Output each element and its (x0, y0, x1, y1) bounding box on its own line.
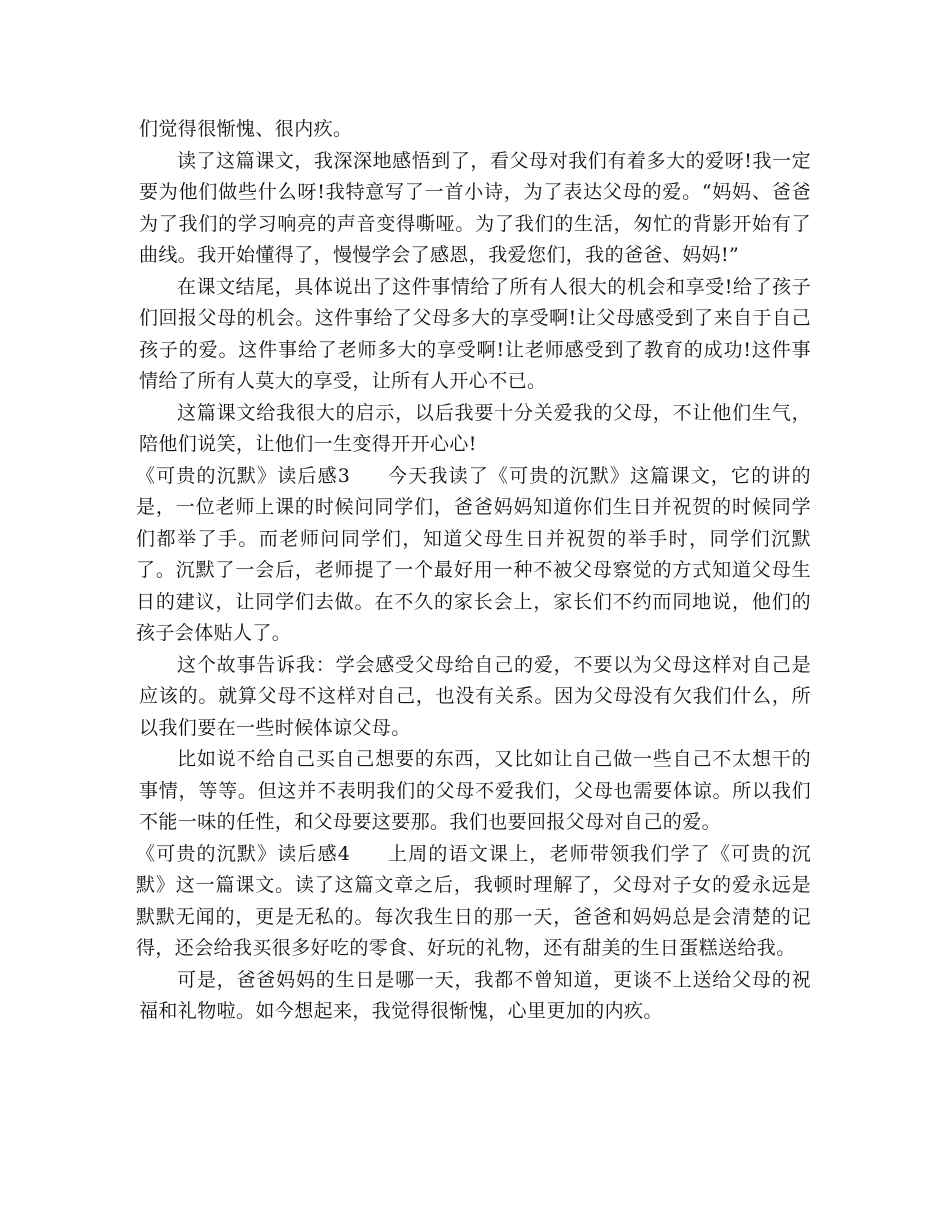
essay-3-title: 《可贵的沉默》读后感3 (136, 464, 351, 487)
paragraph: 这个故事告诉我：学会感受父母给自己的爱，不要以为父母这样对自己是应该的。就算父母不这样对自己，也没有关系。因为父母没有欠我们什么，所以我们要在一些时候体谅父母。 (139, 653, 811, 739)
essay-4-title: 《可贵的沉默》读后感4 (136, 842, 351, 865)
paragraph: 在课文结尾，具体说出了这件事情给了所有人很大的机会和享受!给了孩子们回报父母的机会。这件事给了父母多大的享受啊!让父母感受到了来自于自己孩子的爱。这件事给了老师多大的享受啊!让老师感受到了教育的成功!这件事情给了所有人莫大的享受，让所有人开心不已。 (139, 275, 811, 392)
paragraph: 们觉得很惭愧、很内疚。 (139, 118, 353, 140)
essay-3-opening-text: 今天我读了《可贵的沉默》这篇课文，它的讲的是，一位老师上课的时候问同学们，爸爸妈妈知道你们生日并祝贺的时候同学们都举了手。而老师问同学们，知道父母生日并祝贺的举手时，同学们沉默了。沉默了一会后，老师提了一个最好用一种不被父母察觉的方式知道父母生日的建议，让同学们去做。在不久的家长会上，家长们不约而同地说，他们的孩子会体贴人了。 (136, 464, 811, 644)
essay-4-opening-text: 上周的语文课上，老师带领我们学了《可贵的沉默》这一篇课文。读了这篇文章之后，我顿时理解了，父母对子女的爱永远是默默无闻的，更是无私的。每次我生日的那一天，爸爸和妈妈总是会清楚的记得，还会给我买很多好吃的零食、好玩的礼物，还有甜美的生日蛋糕送给我。 (136, 842, 811, 959)
document-page (136, 114, 811, 1028)
paragraph: 读了这篇课文，我深深地感悟到了，看父母对我们有着多大的爱呀!我一定要为他们做些什么呀!我特意写了一首小诗，为了表达父母的爱。“妈妈、爸爸为了我们的学习响亮的声音变得嘶哑。为了我们的生活，匆忙的背影开始有了曲线。我开始懂得了，慢慢学会了感恩，我爱您们，我的爸爸、妈妈!” (139, 149, 811, 266)
essay-4-first-paragraph (136, 839, 811, 965)
essay-3-first-paragraph (136, 461, 811, 650)
paragraph: 比如说不给自己买自己想要的东西，又比如让自己做一些自己不太想干的事情，等等。但这并不表明我们的父母不爱我们，父母也需要体谅。所以我们不能一味的任性，和父母要这要那。我们也要回报父母对自己的爱。 (139, 748, 811, 833)
paragraph: 可是，爸爸妈妈的生日是哪一天，我都不曾知道，更谈不上送给父母的祝福和礼物啦。如今想起来，我觉得很惭愧，心里更加的内疚。 (139, 968, 811, 1022)
paragraph: 这篇课文给我很大的启示，以后我要十分关爱我的父母，不让他们生气，陪他们说笑，让他们一生变得开开心心! (139, 401, 811, 455)
